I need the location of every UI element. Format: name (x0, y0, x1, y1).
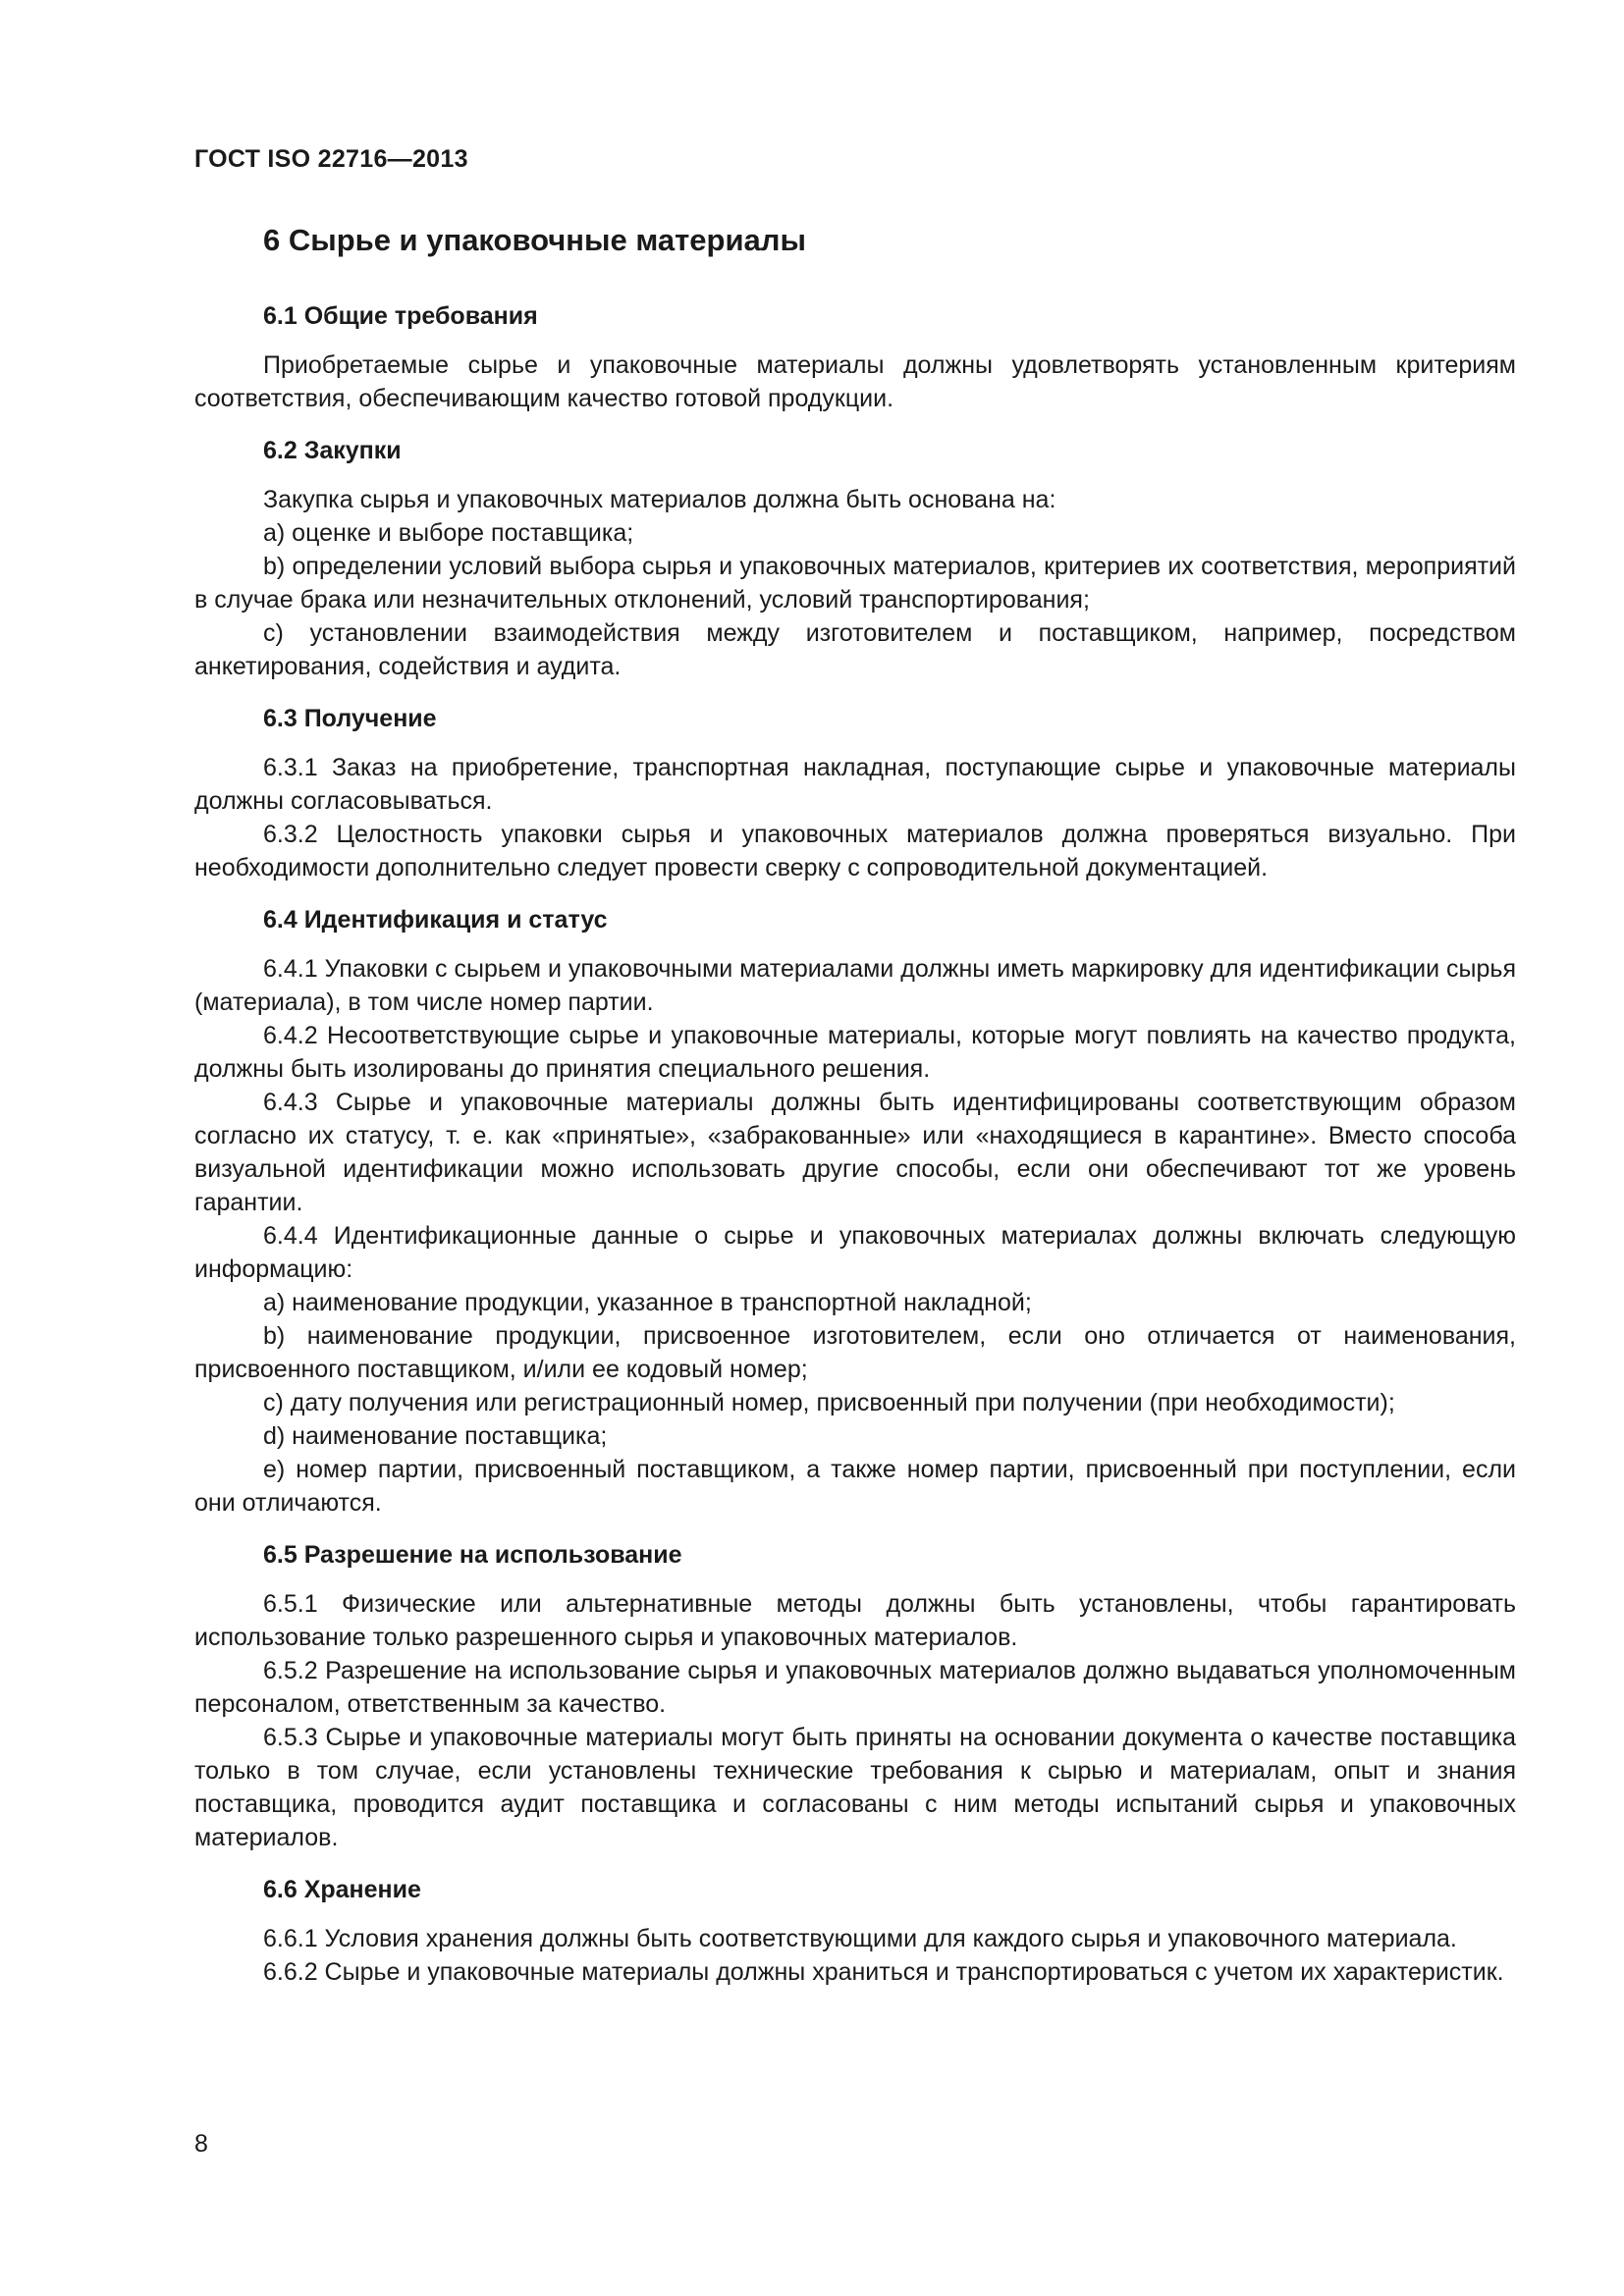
paragraph: 6.6.2 Сырье и упаковочные материалы должны храниться и транспортироваться с учетом их характеристик. (263, 1958, 1504, 1986)
list-item: e) номер партии, присвоенный поставщиком, а также номер партии, присвоенный при поступлении, если они отличаются. (194, 1456, 1516, 1517)
paragraph: 6.4.4 Идентификационные данные о сырье и упаковочных материалах должны включать следующую информацию: (194, 1222, 1516, 1283)
list-item: d) наименование поставщика; (263, 1422, 608, 1450)
page-number: 8 (194, 2130, 208, 2158)
paragraph: 6.5.3 Сырье и упаковочные материалы могут быть приняты на основании документа о качестве поставщика только в том случае, если установлены технические требования к сырью и материалам, опыт и знания поставщика, проводится аудит поставщика и согласованы с ним методы испытаний сырья и упаковочных материалов. (194, 1724, 1516, 1851)
subsection-title: 6.1 Общие требования (263, 302, 538, 330)
subsection-title: 6.4 Идентификация и статус (263, 906, 608, 934)
paragraph: 6.4.1 Упаковки с сырьем и упаковочными материалами должны иметь маркировку для идентификации сырья (материала), в том числе номер партии. (194, 955, 1516, 1016)
list-item: a) наименование продукции, указанное в транспортной накладной; (263, 1289, 1032, 1316)
list-item: c) установлении взаимодействия между изготовителем и поставщиком, например, посредством анкетирования, содействия и аудита. (194, 619, 1516, 680)
subsection-6-5 (194, 1541, 1516, 1854)
paragraph: Закупка сырья и упаковочных материалов должна быть основана на: (263, 486, 1056, 513)
document-header: ГОСТ ISO 22716—2013 (194, 145, 468, 173)
subsection-title: 6.5 Разрешение на использование (263, 1541, 682, 1569)
list-item: c) дату получения или регистрационный номер, присвоенный при получении (при необходимости); (263, 1389, 1395, 1416)
list-item: b) наименование продукции, присвоенное изготовителем, если оно отличается от наименования, присвоенного поставщиком, и/или ее кодовый номер; (194, 1322, 1516, 1383)
document-page (194, 145, 1516, 2010)
paragraph: 6.5.2 Разрешение на использование сырья и упаковочных материалов должно выдаваться уполномоченным персоналом, ответственным за качество. (194, 1657, 1516, 1718)
paragraph: 6.5.1 Физические или альтернативные методы должны быть установлены, чтобы гарантировать использование только разрешенного сырья и упаковочных материалов. (194, 1590, 1516, 1651)
section-title: 6 Сырье и упаковочные материалы (263, 223, 806, 257)
subsection-6-2 (194, 437, 1516, 683)
subsection-title: 6.6 Хранение (263, 1876, 421, 1903)
subsection-6-6 (194, 1876, 1516, 1989)
subsection-title: 6.3 Получение (263, 705, 437, 732)
paragraph: 6.4.2 Несоответствующие сырье и упаковочные материалы, которые могут повлиять на качество продукта, должны быть изолированы до принятия специального решения. (194, 1022, 1516, 1083)
paragraph: 6.3.2 Целостность упаковки сырья и упаковочных материалов должна проверяться визуально. При необходимости дополнительно следует провести сверку с сопроводительной документацией. (194, 821, 1516, 881)
subsection-6-3 (194, 705, 1516, 884)
subsection-6-1 (194, 302, 1516, 415)
subsection-6-4 (194, 906, 1516, 1520)
paragraph: Приобретаемые сырье и упаковочные материалы должны удовлетворять установленным критериям соответствия, обеспечивающим качество готовой продукции. (194, 351, 1516, 412)
paragraph: 6.3.1 Заказ на приобретение, транспортная накладная, поступающие сырье и упаковочные материалы должны согласовываться. (194, 754, 1516, 815)
paragraph: 6.6.1 Условия хранения должны быть соответствующими для каждого сырья и упаковочного материала. (263, 1925, 1457, 1952)
list-item: a) оценке и выборе поставщика; (263, 519, 634, 547)
paragraph: 6.4.3 Сырье и упаковочные материалы должны быть идентифицированы соответствующим образом согласно их статусу, т. е. как «принятые», «забракованные» или «находящиеся в карантине». Вместо способа визуальной идентификации можно использовать другие способы, если они обеспечивают тот же уровень гарантии. (194, 1089, 1516, 1216)
list-item: b) определении условий выбора сырья и упаковочных материалов, критериев их соответствия, мероприятий в случае брака или незначительных отклонений, условий транспортирования; (194, 553, 1516, 614)
subsection-title: 6.2 Закупки (263, 437, 402, 464)
